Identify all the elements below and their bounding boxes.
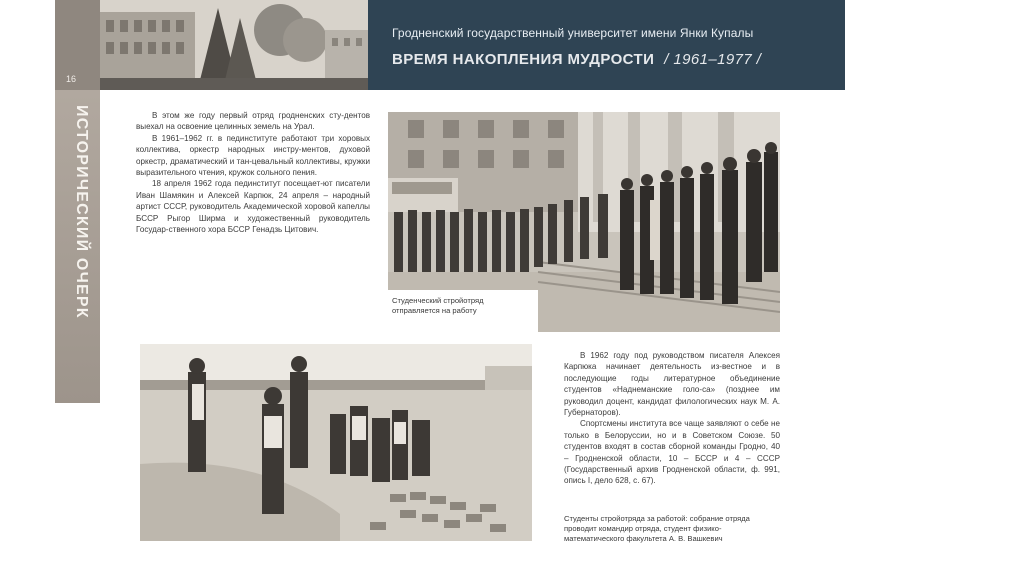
section-years: / 1961–1977 / bbox=[664, 51, 762, 68]
text-block-2 bbox=[564, 350, 780, 487]
text-block-2-paragraph: Спортсмены института все чаще заявляют о себе не только в Белоруссии, но и в Советском Союзе. 50 студентов входят в состав сборной команды Гродно, 40 – Гродненской области, 10 – БССР и 4 – СССР (Государственный архив Гродненской области, ф. 991, опись I, дело 628, с. 67). bbox=[564, 419, 780, 486]
photo-1-caption: Студенческий стройотряд отправляется на работу bbox=[392, 296, 484, 315]
photo-construction-brigade bbox=[140, 344, 532, 541]
header-bar bbox=[368, 0, 845, 90]
section-title-text: ВРЕМЯ НАКОПЛЕНИЯ МУДРОСТИ bbox=[392, 51, 655, 68]
text-block-1-paragraph: В 1961–1962 гг. в пединституте работают три хоровых коллектива, оркестр народных инстру-ментов, духовой оркестр, драматический и тан-цевальный коллективы, кружки выразительного чтения, кружок сольного пения. bbox=[136, 133, 370, 178]
page-number: 16 bbox=[66, 74, 77, 84]
university-title: Гродненский государственный университет имени Янки Купалы bbox=[392, 26, 754, 40]
photo-2-caption: Студенты стройотряда за работой: собрание отряда проводит командир отряда, студент физико-математического факультета А. В. Вашкевич bbox=[564, 514, 750, 543]
section-title bbox=[392, 51, 761, 68]
photo-brigade-illustration bbox=[140, 344, 532, 541]
section-vertical-label: ИСТОРИЧЕСКИЙ ОЧЕРК bbox=[73, 105, 90, 319]
text-block-1 bbox=[136, 110, 370, 235]
text-block-1-paragraph: 18 апреля 1962 года пединститут посещает-ют писатели Иван Шамякин и Алексей Карпюк, 24 апреля – народный артист СССР, руководитель Академической хоровой капеллы БССР Рыгор Ширма и художественный руководитель Государ-ственного хора БССР Генадзь Цитович. bbox=[136, 179, 370, 235]
text-block-1-paragraph: В этом же году первый отряд гродненских сту-дентов выехал на освоение целинных земель на Урал. bbox=[136, 111, 370, 132]
side-band-top bbox=[55, 0, 100, 90]
header-photo bbox=[100, 0, 368, 90]
text-block-2-paragraph: В 1962 году под руководством писателя Алексея Карпюка начинает деятельность из-вестное и в последующие годы литературное объединение студентов «Наднеманские голо-са» (позднее им руководил доцент, кандидат филологических наук М. А. Губернаторов). bbox=[564, 351, 780, 418]
header-photo-illustration bbox=[100, 0, 368, 90]
